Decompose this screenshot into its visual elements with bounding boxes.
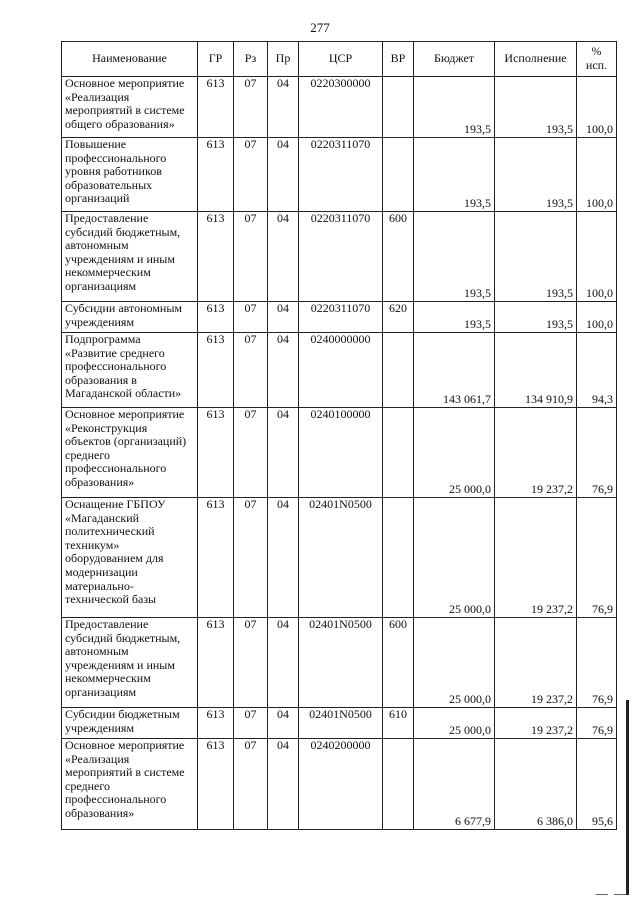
table-header-row: [62, 42, 617, 77]
row-percent: 100,0: [577, 212, 617, 302]
row-name: Субсидии автономным учреждениям: [62, 302, 198, 333]
table-row: [62, 618, 617, 708]
row-gr: 613: [198, 333, 234, 408]
row-name: Повышение профессионального уровня работников образовательных организаций: [62, 138, 198, 212]
row-execution: 19 237,2: [495, 408, 577, 498]
row-csr: 0220311070: [299, 302, 383, 333]
row-csr: 0220311070: [299, 138, 383, 212]
row-rz: 07: [234, 77, 268, 138]
row-execution: 193,5: [495, 138, 577, 212]
row-name: Подпрограмма «Развитие среднего профессионального образования в Магаданской области»: [62, 333, 198, 408]
header-vr: ВР: [383, 42, 414, 77]
row-gr: 613: [198, 408, 234, 498]
row-percent: 76,9: [577, 708, 617, 739]
row-pr: 04: [268, 498, 299, 618]
row-budget: 193,5: [414, 77, 495, 138]
row-vr: 600: [383, 212, 414, 302]
row-pr: 04: [268, 708, 299, 739]
row-execution: 19 237,2: [495, 708, 577, 739]
table-row: [62, 212, 617, 302]
row-percent: 94,3: [577, 333, 617, 408]
row-name: Основное мероприятие «Реализация мероприятий в системе общего образования»: [62, 77, 198, 138]
row-pr: 04: [268, 77, 299, 138]
row-execution: 6 386,0: [495, 739, 577, 830]
row-pr: 04: [268, 138, 299, 212]
row-gr: 613: [198, 739, 234, 830]
row-gr: 613: [198, 302, 234, 333]
row-pr: 04: [268, 739, 299, 830]
table-row: [62, 138, 617, 212]
row-name: Оснащение ГБПОУ «Магаданский политехнический техникум» оборудованием для модернизации материально-технической базы: [62, 498, 198, 618]
row-pr: 04: [268, 333, 299, 408]
row-percent: 100,0: [577, 302, 617, 333]
row-percent: 100,0: [577, 138, 617, 212]
table-row: [62, 708, 617, 739]
row-budget: 25 000,0: [414, 618, 495, 708]
budget-table: [61, 41, 617, 830]
row-rz: 07: [234, 618, 268, 708]
row-percent: 95,6: [577, 739, 617, 830]
row-pr: 04: [268, 618, 299, 708]
row-execution: 19 237,2: [495, 618, 577, 708]
row-rz: 07: [234, 302, 268, 333]
row-pr: 04: [268, 212, 299, 302]
row-name: Предоставление субсидий бюджетным, автономным учреждениям и иным некоммерческим организациям: [62, 212, 198, 302]
row-csr: 0240200000: [299, 739, 383, 830]
row-name: Субсидии бюджетным учреждениям: [62, 708, 198, 739]
row-vr: [383, 739, 414, 830]
row-budget: 193,5: [414, 212, 495, 302]
scan-edge-mark: [626, 700, 629, 895]
table-row: [62, 333, 617, 408]
header-gr: ГР: [198, 42, 234, 77]
row-budget: 25 000,0: [414, 408, 495, 498]
header-rz: Рз: [234, 42, 268, 77]
header-budget: Бюджет: [414, 42, 495, 77]
scan-dash-mark: [614, 894, 626, 895]
row-vr: [383, 138, 414, 212]
row-rz: 07: [234, 498, 268, 618]
row-vr: 600: [383, 618, 414, 708]
row-pr: 04: [268, 302, 299, 333]
row-vr: 610: [383, 708, 414, 739]
row-name: Предоставление субсидий бюджетным, автономным учреждениям и иным некоммерческим организациям: [62, 618, 198, 708]
row-execution: 193,5: [495, 212, 577, 302]
row-budget: 143 061,7: [414, 333, 495, 408]
page-number: 277: [310, 20, 330, 35]
row-percent: 76,9: [577, 498, 617, 618]
row-csr: 0240100000: [299, 408, 383, 498]
row-budget: 25 000,0: [414, 498, 495, 618]
row-csr: 0240000000: [299, 333, 383, 408]
row-percent: 76,9: [577, 408, 617, 498]
header-execution: Исполнение: [495, 42, 577, 77]
row-gr: 613: [198, 708, 234, 739]
row-rz: 07: [234, 212, 268, 302]
header-pr: Пр: [268, 42, 299, 77]
row-gr: 613: [198, 138, 234, 212]
row-rz: 07: [234, 739, 268, 830]
row-gr: 613: [198, 498, 234, 618]
row-gr: 613: [198, 212, 234, 302]
row-csr: 02401N0500: [299, 708, 383, 739]
row-name: Основное мероприятие «Реализация мероприятий в системе среднего профессионального образования»: [62, 739, 198, 830]
row-csr: 02401N0500: [299, 498, 383, 618]
row-budget: 25 000,0: [414, 708, 495, 739]
row-rz: 07: [234, 408, 268, 498]
row-percent: 100,0: [577, 77, 617, 138]
row-execution: 193,5: [495, 302, 577, 333]
table-row: [62, 77, 617, 138]
row-csr: 0220311070: [299, 212, 383, 302]
row-csr: 0220300000: [299, 77, 383, 138]
header-percent: % исп.: [577, 42, 617, 77]
row-name: Основное мероприятие «Реконструкция объектов (организаций) среднего профессионального образования»: [62, 408, 198, 498]
table-row: [62, 498, 617, 618]
table-row: [62, 739, 617, 830]
row-vr: [383, 498, 414, 618]
row-vr: 620: [383, 302, 414, 333]
table-row: [62, 408, 617, 498]
row-vr: [383, 333, 414, 408]
row-budget: 193,5: [414, 302, 495, 333]
row-rz: 07: [234, 138, 268, 212]
row-pr: 04: [268, 408, 299, 498]
row-budget: 6 677,9: [414, 739, 495, 830]
row-rz: 07: [234, 708, 268, 739]
row-vr: [383, 77, 414, 138]
row-rz: 07: [234, 333, 268, 408]
header-name: Наименование: [62, 42, 198, 77]
scan-dash-mark: [596, 894, 608, 895]
row-execution: 19 237,2: [495, 498, 577, 618]
row-csr: 02401N0500: [299, 618, 383, 708]
row-percent: 76,9: [577, 618, 617, 708]
row-execution: 134 910,9: [495, 333, 577, 408]
row-gr: 613: [198, 77, 234, 138]
row-vr: [383, 408, 414, 498]
row-gr: 613: [198, 618, 234, 708]
header-csr: ЦСР: [299, 42, 383, 77]
row-execution: 193,5: [495, 77, 577, 138]
table-row: [62, 302, 617, 333]
row-budget: 193,5: [414, 138, 495, 212]
